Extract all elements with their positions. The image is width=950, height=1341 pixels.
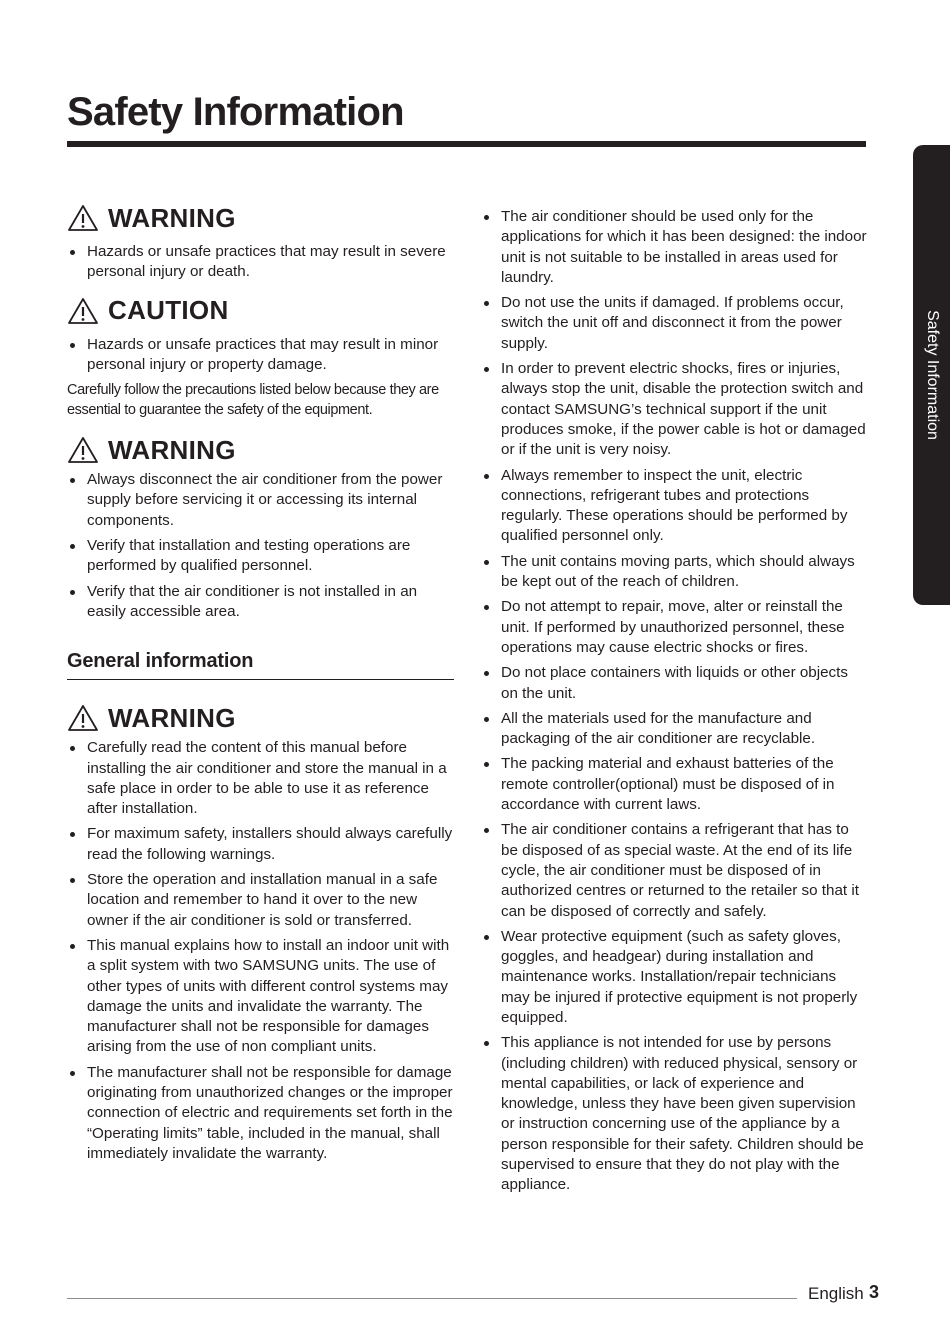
warning-triangle-icon (67, 436, 99, 464)
list-item: Always remember to inspect the unit, electric connections, refrigerant tubes and protections regularly. These operations should be performed by qualified personnel only. (481, 466, 869, 547)
footer-language: English (808, 1284, 864, 1303)
list-item: The packing material and exhaust batteries of the remote controller(optional) must be disposed of in accordance with current laws. (481, 754, 869, 815)
precaution-note: Carefully follow the precautions listed below because they are essential to guarantee the safety of the equipment. (67, 382, 439, 419)
list-item: Hazards or unsafe practices that may result in minor personal injury or property damage. (67, 335, 454, 376)
caution-list (67, 335, 454, 376)
warning-list (67, 242, 454, 283)
page-title: Safety Information (67, 90, 404, 134)
list-item: Do not place containers with liquids or other objects on the unit. (481, 663, 869, 704)
list-item: Carefully read the content of this manual before installing the air conditioner and store the manual in a safe place in order to be able to use it as reference after installation. (67, 738, 454, 819)
warning-list (67, 470, 454, 622)
section-title-general-information: General information (67, 650, 454, 680)
list-item: Do not attempt to repair, move, alter or reinstall the unit. If performed by unauthorized personnel, these operations may cause electric shocks or fires. (481, 597, 869, 658)
page-number: 3 (869, 1282, 880, 1302)
warning-triangle-icon (67, 297, 99, 325)
list-item: Store the operation and installation manual in a safe location and remember to hand it over to the new owner if the air conditioner is sold or transferred. (67, 870, 454, 931)
warning-heading (67, 432, 454, 468)
list-item: Verify that the air conditioner is not installed in an easily accessible area. (67, 582, 454, 623)
list-item: In order to prevent electric shocks, fires or injuries, always stop the unit, disable the protection switch and contact SAMSUNG’s technical support if the unit produces smoke, if the power cable is hot or damaged or if the unit is very noisy. (481, 359, 869, 460)
right-column (481, 207, 869, 1201)
footer-rule (67, 1298, 797, 1299)
list-item: Wear protective equipment (such as safety gloves, goggles, and headgear) during installation and maintenance works. Installation/repair technicians may be injured if protective equipment is not properly equipped. (481, 927, 869, 1028)
list-item: The manufacturer shall not be responsible for damage originating from unauthorized changes or the improper connection of electric and requirements set forth in the “Operating limits” table, included in the manual, shall immediately invalidate the warranty. (67, 1063, 454, 1164)
list-item: Hazards or unsafe practices that may result in severe personal injury or death. (67, 242, 454, 283)
list-item: For maximum safety, installers should always carefully read the following warnings. (67, 824, 454, 865)
list-item: Do not use the units if damaged. If problems occur, switch the unit off and disconnect it from the power supply. (481, 293, 869, 354)
warning-heading-label: WARNING (108, 702, 236, 733)
warning-triangle-icon (67, 704, 99, 732)
warning-triangle-icon (67, 204, 99, 232)
caution-heading (67, 293, 454, 329)
caution-heading-label: CAUTION (108, 295, 229, 326)
side-tab-label: Safety Information (923, 310, 941, 440)
warning-heading-label: WARNING (108, 202, 236, 233)
title-underline (67, 141, 866, 147)
list-item: Always disconnect the air conditioner from the power supply before servicing it or accessing its internal components. (67, 470, 454, 531)
list-item: The air conditioner should be used only for the applications for which it has been designed: the indoor unit is not suitable to be installed in areas used for laundry. (481, 207, 869, 288)
list-item: Verify that installation and testing operations are performed by qualified personnel. (67, 536, 454, 577)
warning-list (67, 738, 454, 1164)
list-item: The unit contains moving parts, which should always be kept out of the reach of children. (481, 552, 869, 593)
list-item: This manual explains how to install an indoor unit with a split system with two SAMSUNG units. The use of other types of units with different control systems may damage the units and invalidate the warranty. The manufacturer shall not be responsible for damages arising from the use of non compliant units. (67, 936, 454, 1058)
side-tab (913, 145, 950, 605)
general-warning-list (481, 207, 869, 1196)
warning-heading (67, 200, 454, 236)
list-item: All the materials used for the manufacture and packaging of the air conditioner are recyclable. (481, 709, 869, 750)
left-column (67, 200, 454, 1169)
list-item: This appliance is not intended for use by persons (including children) with reduced physical, sensory or mental capabilities, or lack of experience and knowledge, unless they have been given supervision or instruction concerning use of the appliance by a person responsible for their safety. Children should be supervised to ensure that they do not play with the appliance. (481, 1033, 869, 1195)
warning-heading (67, 700, 454, 736)
warning-heading-label: WARNING (108, 434, 236, 465)
list-item: The air conditioner contains a refrigerant that has to be disposed of as special waste. At the end of its life cycle, the air conditioner must be disposed of in authorized centres or returned to the retailer so that it can be disposed of correctly and safely. (481, 820, 869, 921)
